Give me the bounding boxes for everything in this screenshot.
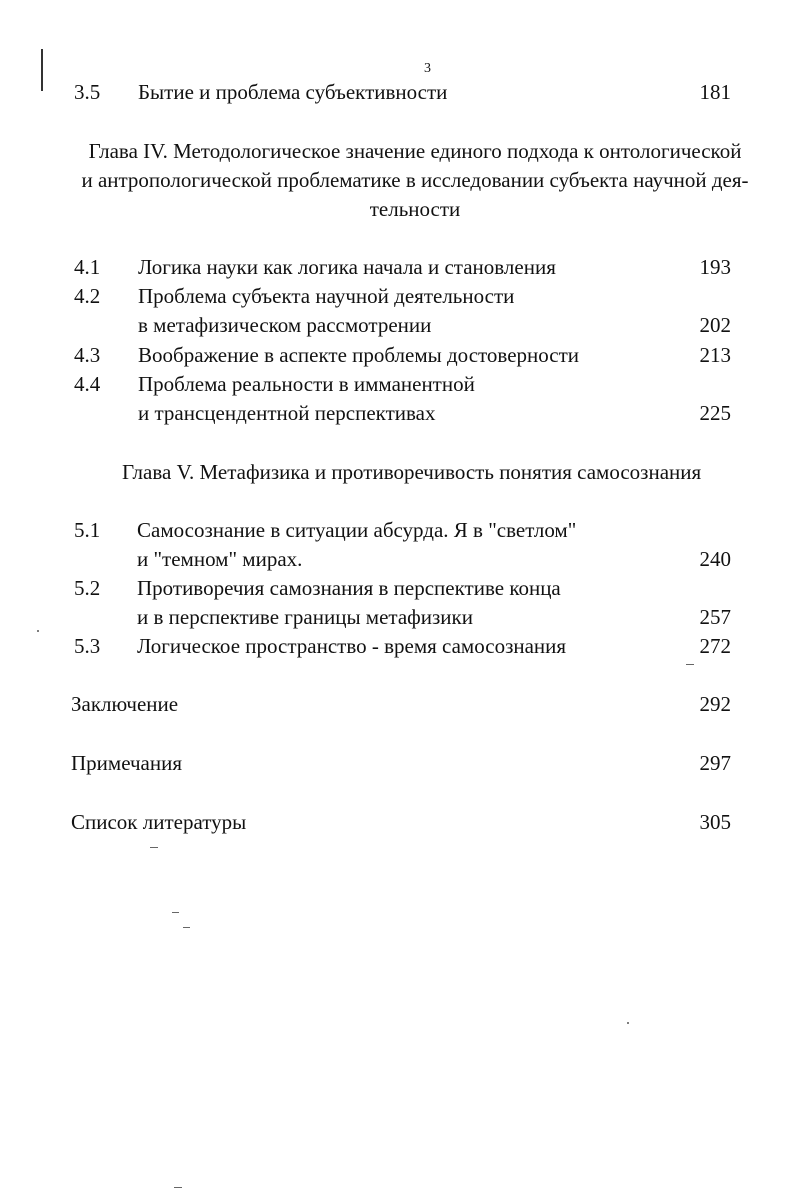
toc-entry-title: Воображение в аспекте проблемы достоверности xyxy=(138,343,580,367)
scan-artifact-dot xyxy=(627,1022,629,1024)
toc-entry-title-cont: и трансцендентной перспективах xyxy=(138,401,436,425)
page-number: 3 xyxy=(424,61,431,76)
scan-artifact-line xyxy=(41,49,43,91)
chapter-4-heading-line-3: тельности xyxy=(369,197,461,221)
chapter-5-heading xyxy=(110,458,750,487)
toc-entry-page: 240 xyxy=(699,547,731,571)
chapter-4-heading-line-2: и антропологической проблематике в исследовании субъекта научной дея- xyxy=(81,168,749,192)
toc-entry-5-1 xyxy=(74,518,734,574)
toc-section-page: 292 xyxy=(699,692,731,716)
toc-entry-title-cont: в метафизическом рассмотрении xyxy=(138,313,432,337)
toc-entry-page: 225 xyxy=(699,401,731,425)
toc-entry-title: Противоречия самознания в перспективе конца xyxy=(137,576,561,600)
toc-entry-page: 193 xyxy=(699,255,731,279)
toc-entry-number: 5.3 xyxy=(74,634,101,658)
scan-artifact-dash xyxy=(172,912,179,913)
scan-artifact-dash xyxy=(686,664,694,665)
toc-entry-number: 4.1 xyxy=(74,255,101,279)
toc-section-title: Примечания xyxy=(71,751,183,775)
chapter-4-heading-line-1: Глава IV. Методологическое значение единого подхода к онтологической xyxy=(88,139,742,163)
toc-entry-number: 5.1 xyxy=(74,518,101,542)
toc-entry-title-cont: и "темном" мирах. xyxy=(137,547,303,571)
scan-artifact-dash xyxy=(174,1187,182,1188)
toc-entry-title: Логическое пространство - время самосознания xyxy=(137,634,567,658)
scan-artifact-dot xyxy=(37,630,39,632)
toc-entry-4-2 xyxy=(74,284,734,340)
chapter-4-heading xyxy=(30,137,799,224)
chapter-5-heading-line: Глава V. Метафизика и противоречивость понятия самосознания xyxy=(122,460,702,484)
toc-entry-number: 4.2 xyxy=(74,284,101,308)
toc-section-title: Заключение xyxy=(71,692,179,716)
toc-entry-number: 4.3 xyxy=(74,343,101,367)
toc-entry-title: Бытие и проблема субъективности xyxy=(138,80,448,104)
toc-section-page: 297 xyxy=(699,751,731,775)
toc-entry-page: 213 xyxy=(699,343,731,367)
toc-section-page: 305 xyxy=(699,810,731,834)
toc-entry-page: 272 xyxy=(699,634,731,658)
toc-entry-title-cont: и в перспективе границы метафизики xyxy=(137,605,473,629)
toc-entry-title: Самосознание в ситуации абсурда. Я в "светлом" xyxy=(137,518,577,542)
toc-entry-page: 257 xyxy=(699,605,731,629)
scan-artifact-dash xyxy=(183,927,190,928)
toc-section-title: Список литературы xyxy=(71,810,247,834)
toc-entry-page: 181 xyxy=(699,80,731,104)
toc-entry-number: 4.4 xyxy=(74,372,101,396)
toc-entry-5-2 xyxy=(74,576,734,632)
toc-entry-title: Логика науки как логика начала и становления xyxy=(138,255,556,279)
toc-entry-number: 5.2 xyxy=(74,576,101,600)
toc-entry-number: 3.5 xyxy=(74,80,101,104)
toc-entry-title: Проблема реальности в имманентной xyxy=(138,372,475,396)
scan-artifact-dash xyxy=(150,847,158,848)
toc-entry-page: 202 xyxy=(699,313,731,337)
toc-entry-title: Проблема субъекта научной деятельности xyxy=(138,284,515,308)
toc-entry-4-4 xyxy=(74,372,734,428)
